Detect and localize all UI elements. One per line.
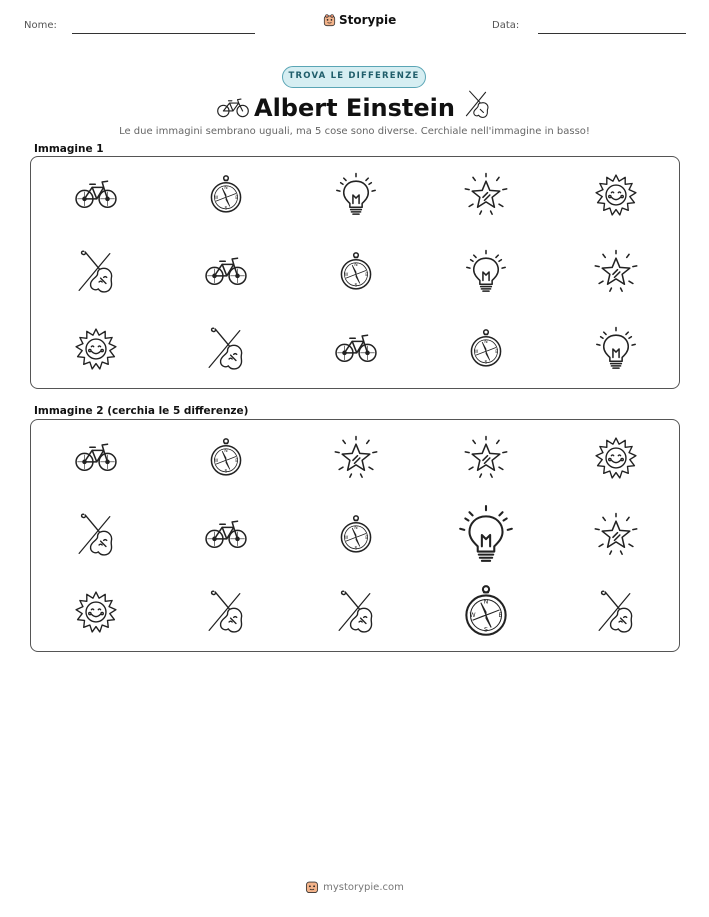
- svg-text:E: E: [365, 535, 369, 541]
- activity-badge: TROVA LE DIFFERENZE: [282, 66, 426, 88]
- compass-icon: [203, 172, 249, 218]
- svg-text:W: W: [213, 195, 219, 201]
- name-label: Nome:: [24, 20, 57, 31]
- compass-icon[interactable]: [203, 435, 249, 481]
- svg-text:W: W: [343, 535, 349, 541]
- star-icon[interactable]: [333, 435, 379, 481]
- storypie-mascot-icon: [323, 14, 336, 27]
- svg-text:S: S: [484, 360, 488, 366]
- image1-panel: [30, 156, 680, 389]
- sun-icon: [593, 172, 639, 218]
- instructions: Le due immagini sembrano uguali, ma 5 cose sono diverse. Cerchiale nell'immagine in basso!: [119, 126, 590, 137]
- bicycle-icon: [203, 249, 249, 295]
- star-icon: [593, 249, 639, 295]
- svg-text:E: E: [498, 612, 503, 620]
- name-field[interactable]: [72, 33, 255, 34]
- sun-icon[interactable]: [593, 435, 639, 481]
- svg-text:N: N: [354, 262, 358, 268]
- violin-icon[interactable]: [203, 589, 249, 635]
- svg-text:W: W: [213, 458, 219, 464]
- violin-icon: [73, 249, 119, 295]
- svg-text:W: W: [473, 349, 479, 355]
- sun-icon[interactable]: [73, 589, 119, 635]
- compass-icon[interactable]: [333, 512, 379, 558]
- svg-text:N: N: [224, 448, 228, 454]
- page-title: Albert Einstein: [254, 94, 455, 122]
- image2-label: Immagine 2 (cerchia le 5 differenze): [34, 405, 249, 417]
- lightbulb-icon: [463, 249, 509, 295]
- image2-panel[interactable]: [30, 419, 680, 652]
- star-icon[interactable]: [593, 512, 639, 558]
- footer-url[interactable]: mystorypie.com: [323, 881, 404, 893]
- brand-logo: [323, 13, 396, 27]
- image1-label: Immagine 1: [34, 143, 104, 155]
- svg-text:S: S: [484, 626, 488, 634]
- violin-icon: [203, 326, 249, 372]
- lightbulb-icon: [333, 172, 379, 218]
- svg-text:W: W: [343, 272, 349, 278]
- compass-icon: [463, 326, 509, 372]
- svg-text:S: S: [224, 469, 228, 475]
- date-label: Data:: [492, 20, 520, 31]
- violin-icon[interactable]: [593, 589, 639, 635]
- svg-text:S: S: [354, 283, 358, 289]
- lightbulb-icon[interactable]: [455, 504, 517, 566]
- compass-icon[interactable]: [455, 581, 517, 643]
- bicycle-icon[interactable]: [73, 435, 119, 481]
- svg-text:W: W: [469, 612, 476, 620]
- date-field[interactable]: [538, 33, 686, 34]
- svg-text:E: E: [365, 272, 369, 278]
- violin-icon[interactable]: [73, 512, 119, 558]
- star-icon[interactable]: [463, 435, 509, 481]
- svg-text:N: N: [483, 598, 489, 606]
- svg-text:S: S: [354, 546, 358, 552]
- compass-icon: [333, 249, 379, 295]
- star-icon: [463, 172, 509, 218]
- brand-name: Storypie: [339, 13, 397, 27]
- sun-icon: [73, 326, 119, 372]
- violin-icon: [460, 86, 492, 122]
- svg-text:N: N: [354, 525, 358, 531]
- lightbulb-icon: [593, 326, 639, 372]
- svg-text:N: N: [224, 185, 228, 191]
- bicycle-icon: [333, 326, 379, 372]
- violin-icon[interactable]: [333, 589, 379, 635]
- svg-text:E: E: [495, 349, 499, 355]
- storypie-mascot-icon: [305, 880, 319, 894]
- bicycle-icon[interactable]: [203, 512, 249, 558]
- bicycle-icon: [73, 172, 119, 218]
- footer: [0, 880, 709, 894]
- svg-text:N: N: [484, 339, 488, 345]
- svg-text:E: E: [235, 458, 239, 464]
- svg-text:S: S: [224, 206, 228, 212]
- svg-text:E: E: [235, 195, 239, 201]
